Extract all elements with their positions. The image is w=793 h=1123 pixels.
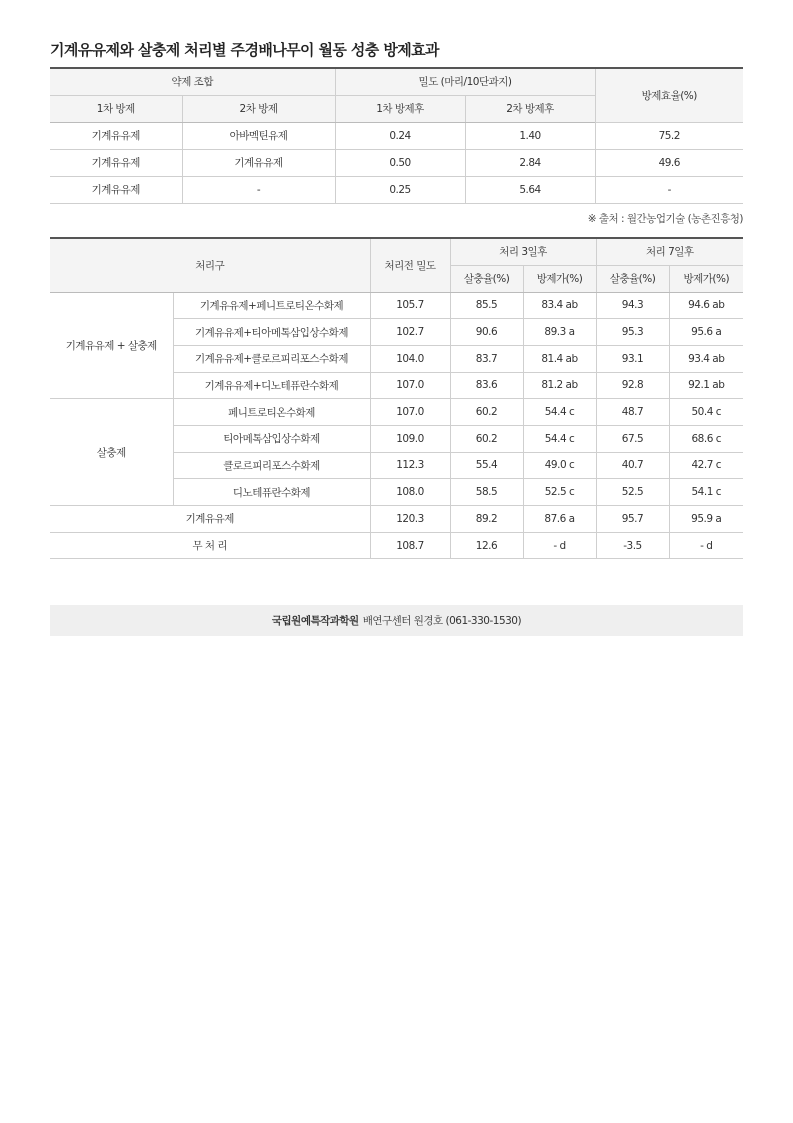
header-after-second: 2차 방제후 — [465, 95, 595, 122]
header-day7-control-value: 방제가(%) — [669, 265, 743, 292]
group-label: 살충제 — [50, 399, 173, 506]
table-cell: 기계유유제+티아메톡삼입상수화제 — [173, 319, 370, 346]
table-cell: 109.0 — [370, 425, 450, 452]
density-efficacy-table — [50, 67, 743, 204]
table-cell: 기계유유제+페니트로티온수화제 — [173, 292, 370, 319]
table-row — [50, 122, 743, 149]
table-row — [50, 292, 743, 319]
table-cell: 60.2 — [450, 425, 523, 452]
table-cell: 67.5 — [596, 425, 669, 452]
table-cell: 107.0 — [370, 372, 450, 399]
table-cell: 58.5 — [450, 479, 523, 506]
table-cell: 0.50 — [335, 149, 465, 176]
table-cell: 89.2 — [450, 506, 523, 533]
table-cell: 기계유유제 — [50, 176, 182, 203]
table-cell: 5.64 — [465, 176, 595, 203]
table-cell: 83.4 ab — [523, 292, 596, 319]
table-cell: 120.3 — [370, 506, 450, 533]
table-cell: 40.7 — [596, 452, 669, 479]
table-cell: 기계유유제 — [50, 506, 370, 533]
table-cell: 42.7 c — [669, 452, 743, 479]
table-cell: 12.6 — [450, 532, 523, 559]
page-title: 기계유유제와 살충제 처리별 주경배나무이 월동 성충 방제효과 — [50, 41, 439, 59]
footer-contact: 배연구센터 원경호 (061-330-1530) — [362, 615, 522, 627]
table-cell: 89.3 a — [523, 319, 596, 346]
table-cell: 93.1 — [596, 345, 669, 372]
table-cell: 49.6 — [595, 149, 743, 176]
table-cell: 94.6 ab — [669, 292, 743, 319]
table-cell: - — [595, 176, 743, 203]
table-cell: 68.6 c — [669, 425, 743, 452]
table-cell: 93.4 ab — [669, 345, 743, 372]
table-cell: 아바멕틴유제 — [182, 122, 335, 149]
table-cell: 108.0 — [370, 479, 450, 506]
header-day3-control-value: 방제가(%) — [523, 265, 596, 292]
table-cell: 112.3 — [370, 452, 450, 479]
header-day3: 처리 3일후 — [450, 238, 596, 265]
table-cell: 52.5 — [596, 479, 669, 506]
header-pre-density: 처리전 밀도 — [370, 238, 450, 292]
table-cell: 기계유유제 — [50, 122, 182, 149]
table-cell: 48.7 — [596, 399, 669, 426]
table-cell: 0.25 — [335, 176, 465, 203]
table-cell: 108.7 — [370, 532, 450, 559]
table-cell: 107.0 — [370, 399, 450, 426]
table-cell: - d — [523, 532, 596, 559]
table-row — [50, 532, 743, 559]
table-cell: 102.7 — [370, 319, 450, 346]
header-second-control: 2차 방제 — [182, 95, 335, 122]
table-cell: 기계유유제 — [182, 149, 335, 176]
group-label: 기계유유제 + 살충제 — [50, 292, 173, 399]
table-cell: 85.5 — [450, 292, 523, 319]
table-cell: - — [182, 176, 335, 203]
table-cell: 54.1 c — [669, 479, 743, 506]
table-cell: 기계유유제+클로르피리포스수화제 — [173, 345, 370, 372]
table-cell: 기계유유제 — [50, 149, 182, 176]
header-day3-mortality: 살충율(%) — [450, 265, 523, 292]
table-cell: 81.2 ab — [523, 372, 596, 399]
table-cell: 95.3 — [596, 319, 669, 346]
header-combo: 약제 조합 — [50, 68, 335, 95]
header-density: 밀도 (마리/10단과지) — [335, 68, 595, 95]
table-row — [50, 399, 743, 426]
table-row — [50, 176, 743, 203]
table-cell: 95.7 — [596, 506, 669, 533]
table-cell: 무 처 리 — [50, 532, 370, 559]
table-cell: 52.5 c — [523, 479, 596, 506]
table-cell: -3.5 — [596, 532, 669, 559]
contact-footer — [50, 605, 743, 636]
table-row — [50, 506, 743, 533]
table-cell: 81.4 ab — [523, 345, 596, 372]
table-cell: - d — [669, 532, 743, 559]
table-row — [50, 149, 743, 176]
table-cell: 54.4 c — [523, 425, 596, 452]
header-treatment: 처리구 — [50, 238, 370, 292]
table-cell: 0.24 — [335, 122, 465, 149]
table-cell: 75.2 — [595, 122, 743, 149]
table-cell: 49.0 c — [523, 452, 596, 479]
table-cell: 92.1 ab — [669, 372, 743, 399]
table-cell: 90.6 — [450, 319, 523, 346]
table-cell: 54.4 c — [523, 399, 596, 426]
table-cell: 티아메톡삼입상수화제 — [173, 425, 370, 452]
table-cell: 50.4 c — [669, 399, 743, 426]
table-cell: 95.9 a — [669, 506, 743, 533]
source-note: ※ 출처 : 월간농업기술 (농촌진흥청) — [587, 213, 743, 225]
table-cell: 2.84 — [465, 149, 595, 176]
treatment-results-table — [50, 237, 743, 559]
table-cell: 92.8 — [596, 372, 669, 399]
table-cell: 클로르피리포스수화제 — [173, 452, 370, 479]
table-cell: 95.6 a — [669, 319, 743, 346]
table-cell: 55.4 — [450, 452, 523, 479]
header-day7: 처리 7일후 — [596, 238, 743, 265]
table-cell: 105.7 — [370, 292, 450, 319]
table-cell: 87.6 a — [523, 506, 596, 533]
table-cell: 104.0 — [370, 345, 450, 372]
footer-organization: 국립원예특작과학원 — [271, 615, 359, 627]
header-efficacy: 방제효율(%) — [595, 68, 743, 122]
table-cell: 83.6 — [450, 372, 523, 399]
table-cell: 페니트로티온수화제 — [173, 399, 370, 426]
table-cell: 60.2 — [450, 399, 523, 426]
table-cell: 1.40 — [465, 122, 595, 149]
table-cell: 94.3 — [596, 292, 669, 319]
table-cell: 83.7 — [450, 345, 523, 372]
table-cell: 디노테퓨란수화제 — [173, 479, 370, 506]
header-after-first: 1차 방제후 — [335, 95, 465, 122]
header-day7-mortality: 살충율(%) — [596, 265, 669, 292]
table-cell: 기계유유제+디노테퓨란수화제 — [173, 372, 370, 399]
header-first-control: 1차 방제 — [50, 95, 182, 122]
